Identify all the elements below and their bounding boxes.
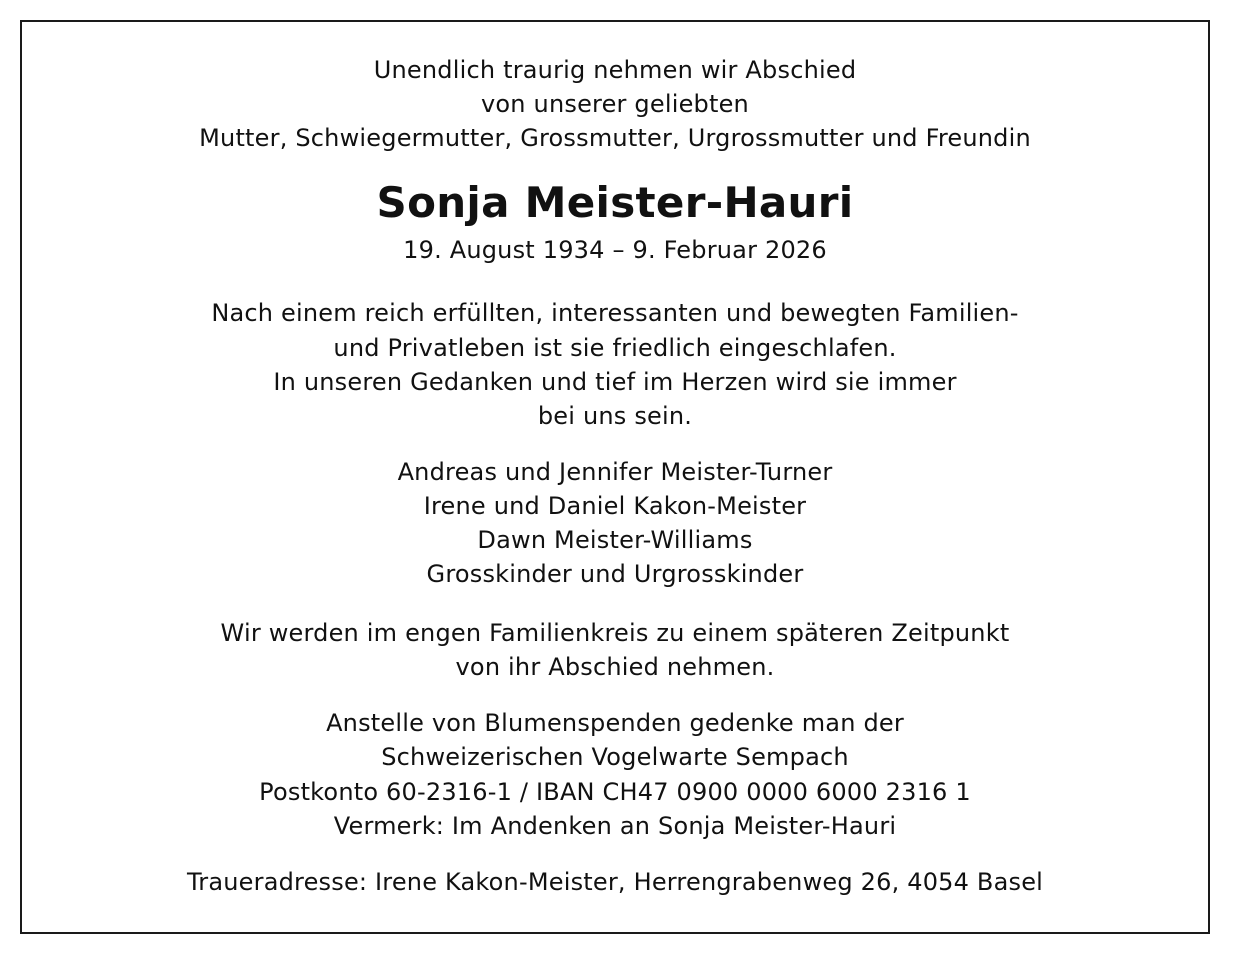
intro-line-2: von unserer geliebten bbox=[481, 90, 749, 118]
mourning-address: Traueradresse: Irene Kakon-Meister, Herrengrabenweg 26, 4054 Basel bbox=[186, 868, 1044, 896]
mourner-line: Dawn Meister-Williams bbox=[477, 526, 753, 554]
mourner-line: Andreas und Jennifer Meister-Turner bbox=[397, 458, 833, 486]
farewell-line-1: Wir werden im engen Familienkreis zu einem späteren Zeitpunkt bbox=[220, 619, 1010, 647]
life-dates: 19. August 1934 – 9. Februar 2026 bbox=[403, 236, 827, 264]
donation-account: Postkonto 60-2316-1 / IBAN CH47 0900 0000 6000 2316 1 bbox=[259, 778, 971, 806]
donation-reference: Vermerk: Im Andenken an Sonja Meister-Hauri bbox=[333, 812, 897, 840]
intro-line-3: Mutter, Schwiegermutter, Grossmutter, Urgrossmutter und Freundin bbox=[199, 124, 1031, 152]
tribute-line-1: Nach einem reich erfüllten, interessanten und bewegten Familien- bbox=[211, 299, 1019, 327]
tribute-line-4: bei uns sein. bbox=[537, 402, 693, 430]
tribute-line-2: und Privatleben ist sie friedlich eingeschlafen. bbox=[333, 334, 897, 362]
donation-line-1: Anstelle von Blumenspenden gedenke man der bbox=[326, 709, 904, 737]
tribute-line-3: In unseren Gedanken und tief im Herzen wird sie immer bbox=[273, 368, 957, 396]
mourner-line: Grosskinder und Urgrosskinder bbox=[426, 560, 804, 588]
mourner-line: Irene und Daniel Kakon-Meister bbox=[423, 492, 807, 520]
donation-organization: Schweizerischen Vogelwarte Sempach bbox=[381, 743, 849, 771]
farewell-line-2: von ihr Abschied nehmen. bbox=[455, 653, 775, 681]
deceased-name: Sonja Meister-Hauri bbox=[376, 178, 854, 227]
intro-line-1: Unendlich traurig nehmen wir Abschied bbox=[373, 56, 857, 84]
